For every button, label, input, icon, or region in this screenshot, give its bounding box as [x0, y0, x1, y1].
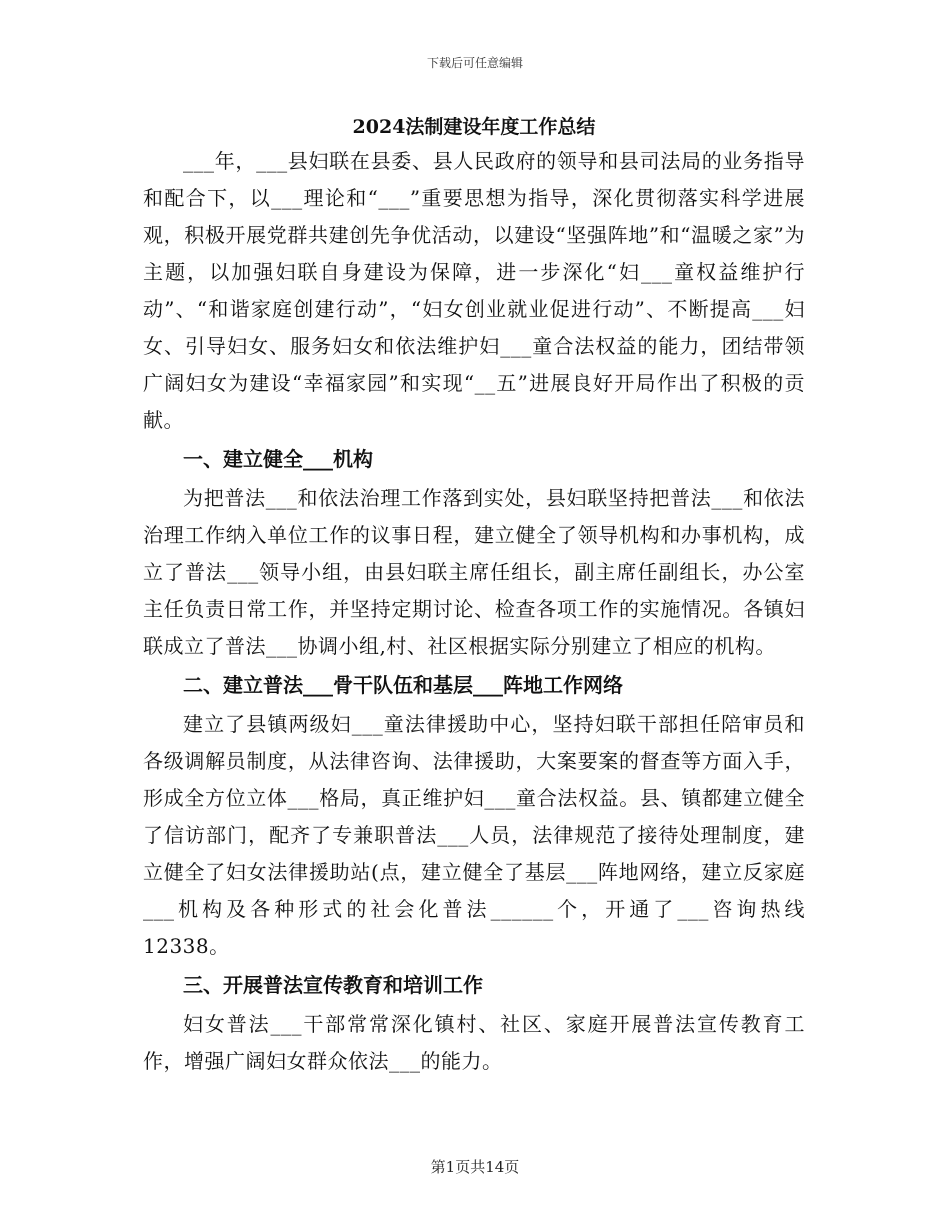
intro-paragraph: ___年，___县妇联在县委、县人民政府的领导和县司法局的业务指导和配合下，以___理论和“___”重要思想为指导，深化贯彻落实科学进展观，积极开展党群共建创先争优活动，以建设“坚强阵地”和“温暖之家”为主题，以加强妇联自身建设为保障，进一步深化“妇___童权益维护行动”、“和谐家庭创建行动”，“妇女创业就业促进行动”、不断提高___妇女、引导妇女、服务妇女和依法维护妇___童合法权益的能力，团结带领广阔妇女为建设“幸福家园”和实现“__五”进展良好开局作出了积极的贡献。 — [143, 149, 805, 432]
section-heading-2: 二、建立普法___骨干队伍和基层___阵地工作网络 — [183, 673, 623, 697]
document-body — [143, 113, 805, 1080]
section-paragraph-2: 建立了县镇两级妇___童法律援助中心，坚持妇联干部担任陪审员和各级调解员制度，从法律咨询、法律援助，大案要案的督查等方面入手，形成全方位立体___格局，真正维护妇___童合法权益。县、镇都建立健全了信访部门，配齐了专兼职普法___人员，法律规范了接待处理制度，建立健全了妇女法律援助站(点，建立健全了基层___阵地网络，建立反家庭___机构及各种形式的社会化普法______个，开通了___咨询热线12338。 — [143, 712, 805, 958]
page-number: 第1页共14页 — [430, 1158, 520, 1176]
document-title: 2024法制建设年度工作总结 — [352, 116, 596, 138]
section-heading-1: 一、建立健全___机构 — [183, 447, 373, 471]
section-paragraph-1: 为把普法___和依法治理工作落到实处，县妇联坚持把普法___和依法治理工作纳入单位工作的议事日程，建立健全了领导机构和办事机构，成立了普法___领导小组，由县妇联主席任组长，副主席任副组长，办公室主任负责日常工作，并坚持定期讨论、检查各项工作的实施情况。各镇妇联成立了普法___协调小组,村、社区根据实际分别建立了相应的机构。 — [143, 486, 805, 658]
page-header-note: 下载后可任意编辑 — [426, 56, 523, 70]
section-paragraph-3: 妇女普法___干部常常深化镇村、社区、家庭开展普法宣传教育工作，增强广阔妇女群众依法___的能力。 — [143, 1012, 805, 1073]
section-heading-3: 三、开展普法宣传教育和培训工作 — [183, 973, 483, 997]
